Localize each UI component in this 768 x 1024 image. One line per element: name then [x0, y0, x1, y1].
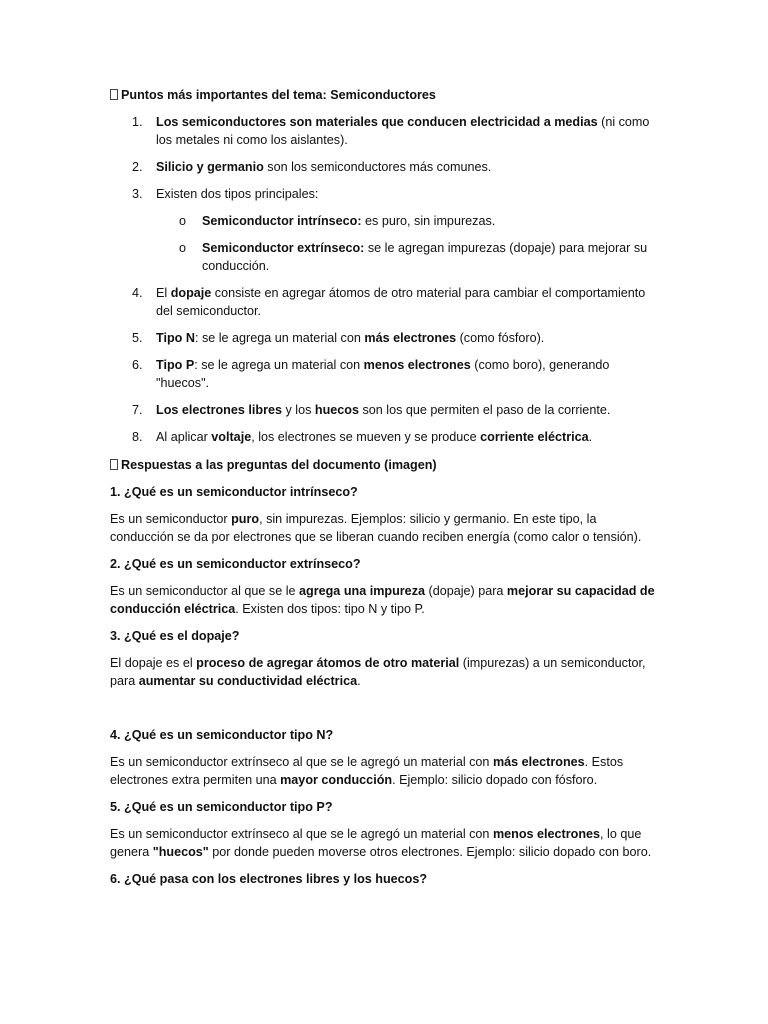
bold-text: "huecos"	[152, 845, 209, 859]
text-run: consiste en agregar átomos de otro material para cambiar el comportamiento del semiconductor.	[156, 286, 646, 318]
bold-text: proceso de agregar átomos de otro material	[196, 656, 460, 670]
text-run: son los semiconductores más comunes.	[263, 160, 492, 174]
text-run: , los electrones se mueven y se produce	[251, 430, 481, 444]
bold-text: puro	[231, 512, 260, 526]
text-run: El dopaje es el	[110, 656, 197, 670]
text-run: Existen dos tipos principales:	[156, 187, 319, 201]
bold-text: huecos	[314, 403, 359, 417]
answer-paragraph	[110, 582, 660, 618]
list-item-text	[156, 403, 610, 417]
bold-text: agrega una impureza	[299, 584, 425, 598]
text-run: .	[588, 430, 593, 444]
bold-text: corriente eléctrica	[480, 430, 589, 444]
text-run: Al aplicar	[156, 430, 212, 444]
answer-paragraph	[110, 753, 660, 789]
list-item-text	[156, 160, 491, 174]
text-run: (como fósforo).	[456, 331, 545, 345]
text-run: (impurezas) a un semiconductor, para	[110, 656, 646, 688]
bold-text: Tipo P	[156, 358, 195, 372]
text-run: Es un semiconductor	[110, 512, 232, 526]
question-heading: 6. ¿Qué pasa con los electrones libres y los huecos?	[110, 872, 428, 886]
bold-text: aumentar su conductividad eléctrica	[138, 674, 358, 688]
text-run: , sin impurezas. Ejemplos: silicio y germanio. En este tipo, la conducción se da por electrones que se liberan cuando reciben energía (como calor o tensión).	[110, 512, 642, 544]
list-item	[110, 158, 660, 176]
sub-list-item	[156, 212, 660, 230]
section1-heading	[110, 86, 660, 104]
text-run: (como boro), generando "huecos".	[156, 358, 610, 390]
list-item	[110, 284, 660, 320]
missing-glyph-icon	[110, 89, 118, 100]
list-item	[110, 113, 660, 149]
bold-text: Los electrones libres	[156, 403, 282, 417]
question-heading: 3. ¿Qué es el dopaje?	[110, 629, 240, 643]
answer-paragraph	[110, 510, 660, 546]
text-run: : se le agrega un material con	[194, 331, 365, 345]
bold-text: menos electrones	[492, 827, 601, 841]
text-run: por donde pueden moverse otros electrones. Ejemplo: silicio dopado con boro.	[208, 845, 652, 859]
text-run: Es un semiconductor al que se le	[110, 584, 300, 598]
text-run: El	[156, 286, 171, 300]
bold-text: más electrones	[492, 755, 585, 769]
text-run: (ni como los metales ni como los aislantes).	[156, 115, 650, 147]
bold-text: mayor conducción	[280, 773, 393, 787]
bold-text: mejorar su capacidad de conducción eléctrica	[110, 584, 655, 616]
question-heading: 4. ¿Qué es un semiconductor tipo N?	[110, 728, 334, 742]
text-run: Es un semiconductor extrínseco al que se le agregó un material con	[110, 755, 493, 769]
text-run: (dopaje) para	[425, 584, 507, 598]
list-number: 3.	[132, 187, 143, 201]
section1-title: Puntos más importantes del tema: Semiconductores	[121, 88, 436, 102]
bold-text: voltaje	[211, 430, 252, 444]
question-heading: 5. ¿Qué es un semiconductor tipo P?	[110, 800, 333, 814]
list-number: 7.	[132, 403, 143, 417]
question-heading: 1. ¿Qué es un semiconductor intrínseco?	[110, 485, 358, 499]
text-run: .	[357, 674, 361, 688]
document-page	[110, 86, 660, 897]
list-item-text	[156, 187, 318, 201]
text-run: y los	[282, 403, 315, 417]
missing-glyph-icon	[110, 459, 118, 470]
text-run: . Estos electrones extra permiten una	[110, 755, 624, 787]
sub-list	[156, 212, 660, 275]
list-number: 6.	[132, 358, 143, 372]
key-points-list	[110, 113, 660, 446]
list-number: 4.	[132, 286, 143, 300]
text-run: Es un semiconductor extrínseco al que se le agregó un material con	[110, 827, 493, 841]
bullet-icon: o	[179, 214, 187, 228]
sub-list-item	[156, 239, 660, 275]
bold-text: Semiconductor intrínseco:	[202, 214, 362, 228]
list-number: 1.	[132, 115, 143, 129]
list-item	[110, 329, 660, 347]
answer-paragraph	[110, 654, 660, 690]
bold-text: Tipo N	[156, 331, 195, 345]
bold-text: Los semiconductores son materiales que conducen electricidad a medias	[156, 115, 598, 129]
text-run: : se le agrega un material con	[194, 358, 364, 372]
bullet-icon: o	[179, 241, 187, 255]
text-run: . Existen dos tipos: tipo N y tipo P.	[235, 602, 425, 616]
sub-list-item-text	[202, 214, 495, 228]
list-item-text	[156, 115, 649, 147]
section2-title: Respuestas a las preguntas del documento (imagen)	[121, 458, 437, 472]
bold-text: más electrones	[364, 331, 457, 345]
bold-text: Semiconductor extrínseco:	[202, 241, 365, 255]
list-item-text	[156, 430, 592, 444]
question-heading: 2. ¿Qué es un semiconductor extrínseco?	[110, 557, 361, 571]
list-number: 8.	[132, 430, 143, 444]
list-item-text	[156, 358, 609, 390]
text-run: se le agregan impurezas (dopaje) para mejorar su conducción.	[202, 241, 648, 273]
list-item	[110, 401, 660, 419]
text-run: . Ejemplo: silicio dopado con fósforo.	[392, 773, 598, 787]
list-item	[110, 185, 660, 275]
list-item-text	[156, 286, 645, 318]
text-run: es puro, sin impurezas.	[361, 214, 496, 228]
bold-text: dopaje	[170, 286, 212, 300]
text-run: son los que permiten el paso de la corriente.	[359, 403, 611, 417]
section2-heading	[110, 456, 660, 474]
qa-list	[110, 483, 660, 888]
list-number: 2.	[132, 160, 143, 174]
bold-text: Silicio y germanio	[156, 160, 264, 174]
bold-text: menos electrones	[363, 358, 471, 372]
text-run: , lo que genera	[110, 827, 642, 859]
answer-paragraph	[110, 825, 660, 861]
list-item-text	[156, 331, 544, 345]
list-item	[110, 356, 660, 392]
list-item	[110, 428, 660, 446]
sub-list-item-text	[202, 241, 647, 273]
list-number: 5.	[132, 331, 143, 345]
